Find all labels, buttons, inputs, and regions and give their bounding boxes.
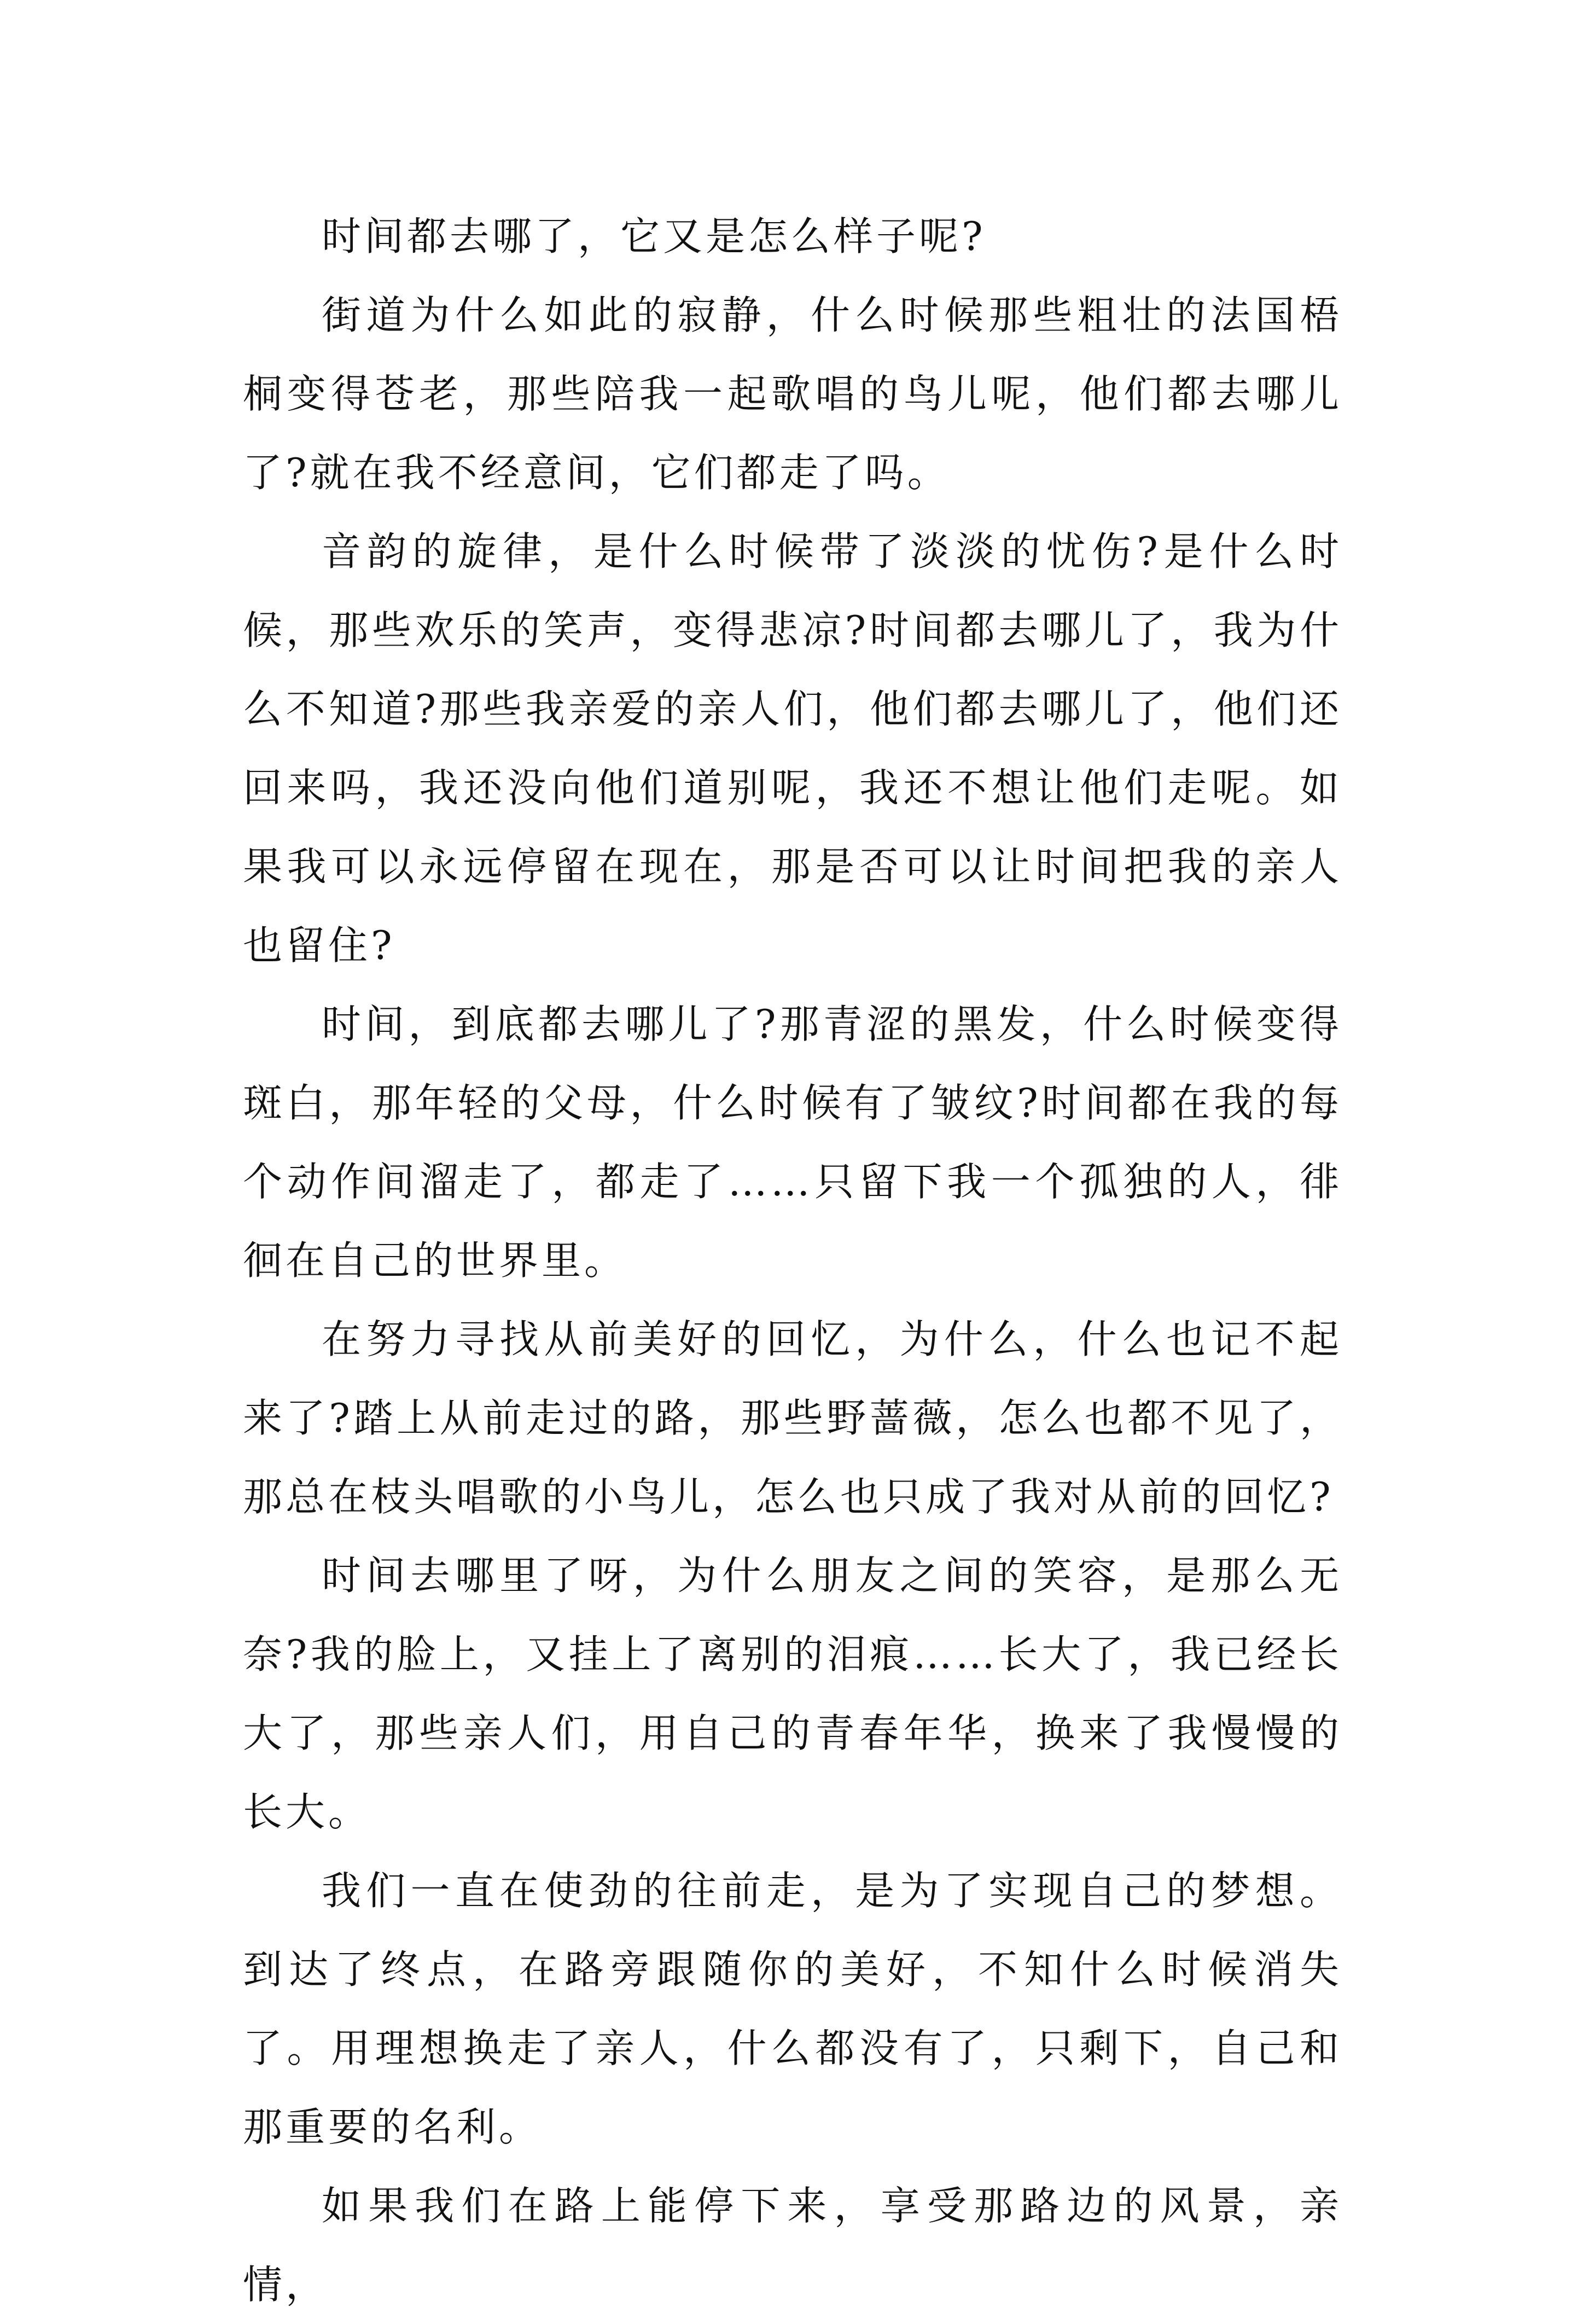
paragraph-6: 时间去哪里了呀，为什么朋友之间的笑容，是那么无奈?我的脸上，又挂上了离别的泪痕……长大了，我已经长大了，那些亲人们，用自己的青春年华，换来了我慢慢的长大。 xyxy=(243,1553,1342,1835)
paragraph-2: 街道为什么如此的寂静，什么时候那些粗壮的法国梧桐变得苍老，那些陪我一起歌唱的鸟儿呢，他们都去哪儿了?就在我不经意间，它们都走了吗。 xyxy=(243,292,1342,496)
paragraph-4: 时间，到底都去哪儿了?那青涩的黑发，什么时候变得斑白，那年轻的父母，什么时候有了皱纹?时间都在我的每个动作间溜走了，都走了……只留下我一个孤独的人，徘徊在自己的世界里。 xyxy=(243,1001,1342,1283)
paragraph-5: 在努力寻找从前美好的回忆，为什么，什么也记不起来了?踏上从前走过的路，那些野蔷薇，怎么也都不见了，那总在枝头唱歌的小鸟儿，怎么也只成了我对从前的回忆? xyxy=(243,1316,1342,1520)
paragraph-7: 我们一直在使劲的往前走，是为了实现自己的梦想。到达了终点，在路旁跟随你的美好，不知什么时候消失了。用理想换走了亲人，什么都没有了，只剩下，自己和那重要的名利。 xyxy=(243,1868,1342,2150)
essay-body xyxy=(243,197,1342,2324)
paragraph-3: 音韵的旋律，是什么时候带了淡淡的忧伤?是什么时候，那些欢乐的笑声，变得悲凉?时间都去哪儿了，我为什么不知道?那些我亲爱的亲人们，他们都去哪儿了，他们还回来吗，我还没向他们道别呢，我还不想让他们走呢。如果我可以永远停留在现在，那是否可以让时间把我的亲人也留住? xyxy=(243,528,1342,968)
paragraph-1: 时间都去哪了，它又是怎么样子呢? xyxy=(322,213,986,259)
paragraph-8: 如果我们在路上能停下来，享受那路边的风景，亲情， xyxy=(243,2183,1342,2308)
